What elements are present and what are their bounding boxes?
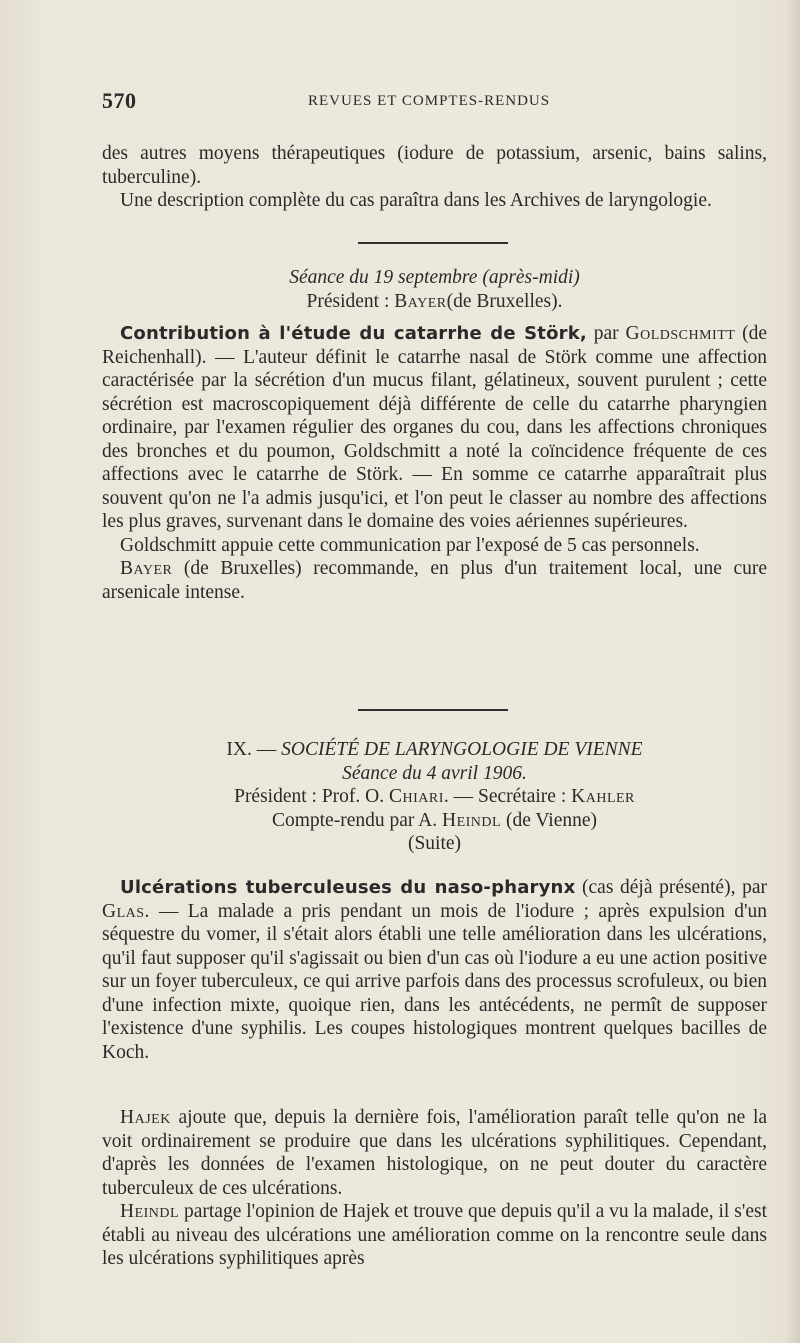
bayer-name: Bayer [120, 558, 173, 579]
ulcerations-title-tail: (cas déjà présenté), [582, 877, 736, 898]
paragraph-bayer [102, 557, 767, 604]
compte-rendu-name: Heindl [442, 809, 502, 831]
contribution-title: Contribution à l'étude du catarrhe de Störk, [120, 323, 587, 344]
ulcerations-body: . — La malade a pris pendant un mois de l'iodure ; après expulsion d'un séquestre du vomer, il s'était alors établi une telle amélioration dans les ulcérations, qu'il faut supposer qu'il s'agissait ou bien d'un cas où l'iodure a eu une action positive sur un foyer tuberculeux, ce qui arrive parfois dans des processus scrofuleux, ou bien d'une infection mixte, quoique rien, dans les antécédents, ne permît de supposer l'existence d'une syphilis. Les coupes histologiques montrent quelques bacilles de Koch. [102, 900, 767, 1063]
hajek-name: Hajek [120, 1107, 171, 1128]
section-ix-title: SOCIÉTÉ DE LARYNGOLOGIE DE VIENNE [281, 739, 643, 760]
page-number: 570 [102, 88, 137, 113]
section-ix-president-name: Chiari [389, 786, 444, 807]
section-ix-secretary-label: . — Secrétaire : [443, 786, 567, 807]
heindl-name: Heindl [120, 1201, 180, 1222]
paragraph-heindl [102, 1200, 767, 1271]
ulcerations-par: par [742, 877, 767, 898]
section-ix-compte-rendu-line [102, 809, 767, 833]
running-head: REVUES ET COMPTES-RENDUS [308, 93, 551, 109]
section-divider-1 [358, 242, 508, 244]
heindl-text: partage l'opinion de Hajek et trouve que depuis qu'il a vu la malade, il s'est établi au niveau des ulcérations une amélioration comme on la rencontre seule dans les ulcérations syphilitiques après [102, 1201, 768, 1269]
paragraph-therapeutic-means: des autres moyens thérapeutiques (iodure de potassium, arsenic, bains salins, tuberculine). [102, 143, 767, 188]
president-name: Bayer [394, 290, 447, 312]
opening-paragraphs [102, 142, 767, 213]
contribution-author: Goldschmitt [625, 323, 736, 344]
president-place: (de Bruxelles). [446, 290, 563, 312]
section-ix-seance: Séance du 4 avril 1906. [342, 762, 527, 784]
page-header [102, 88, 767, 118]
section-ix-suite: (Suite) [407, 833, 462, 854]
seance-title: Séance du 19 septembre (après-midi) [289, 267, 580, 288]
ulcerations-title: Ulcérations tuberculeuses du naso-pharynx [120, 877, 576, 898]
contribution-paragraph [102, 322, 767, 534]
compte-rendu-label: Compte-rendu par A. [271, 809, 438, 831]
ulcerations-paragraph [102, 876, 767, 1064]
paragraph-description: Une description complète du cas paraîtra dans les Archives de laryngologie. [120, 190, 712, 211]
paragraph-hajek [102, 1106, 767, 1200]
contribution-body: (de Reichenhall). — L'auteur définit le catarrhe nasal de Störk comme une affection caractérisée par la sécrétion d'un mucus filant, gélatineux, souvent purulent ; cette sécrétion est macroscopiquement déjà différente de celle du catarrhe pharyngien ordinaire, par l'examen régulier des organes du cou, dans les affections chroniques des bronches et du poumon, Goldschmitt a noté la coïncidence fréquente de ces affections avec le catarrhe de Störk. — En somme ce catarrhe apparaîtrait plus souvent qu'on ne l'a admis jusqu'ici, et l'on peut le classer au nombre des affections les plus graves, survenant dans le domaine des voies aériennes supérieures. [102, 323, 768, 532]
compte-rendu-place: (de Vienne) [505, 809, 598, 831]
seance-president [102, 290, 767, 314]
president-label: Président : [306, 290, 390, 312]
section-ix-president-label: Président : Prof. O. [234, 786, 385, 807]
ulcerations-block [102, 876, 767, 1064]
contribution-par: par [593, 323, 619, 344]
seance-block-1 [102, 266, 767, 313]
section-ix-numeral: IX. — [226, 739, 277, 760]
page-edge-shadow [786, 0, 800, 1343]
hajek-block [102, 1106, 767, 1271]
contribution-block [102, 322, 767, 604]
section-ix-president-line [102, 785, 767, 809]
section-ix-header [102, 738, 767, 856]
paragraph-goldschmitt: Goldschmitt appuie cette communication par l'exposé de 5 cas personnels. [120, 534, 700, 556]
section-ix-title-line [102, 738, 767, 762]
section-divider-2 [358, 709, 508, 711]
hajek-text: ajoute que, depuis la dernière fois, l'amélioration paraît telle qu'on ne la voit ordinairement se produire que dans les ulcérations syphilitiques. Cependant, d'après les données de l'examen histologique, on ne peut douter du caractère tuberculeux de ces ulcérations. [102, 1107, 768, 1199]
section-ix-secretary-name: Kahler [571, 786, 635, 807]
ulcerations-author: Glas [102, 900, 145, 922]
bayer-text: (de Bruxelles) recommande, en plus d'un traitement local, une cure arsenicale intense. [102, 558, 767, 603]
